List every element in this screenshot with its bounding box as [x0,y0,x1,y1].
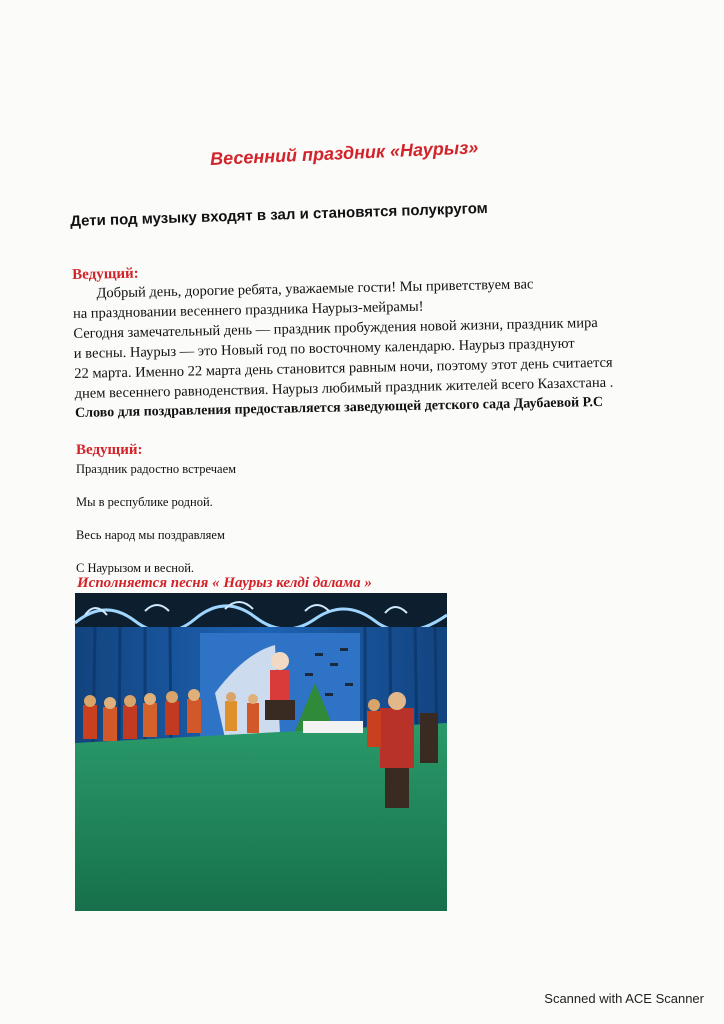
speech-line: на праздновании весеннего праздника Наурыз-мейрамы! [72,298,424,322]
poem-line: Весь народ мы поздравляем [76,528,225,542]
speech-line: 22 марта. Именно 22 марта день становится равным ночи, поэтому этот день считается [74,354,613,382]
greeting-line: Слово для поздравления предоставляется заведующей детского сада Даубаевой Р.С [74,394,604,421]
speech-line: днем весеннего равноденствия. Наурыз любимый праздник жителей всего Казахстана . [74,374,614,402]
poem-line: Праздник радостно встречаем [76,462,237,476]
poem-line: Мы в республике родной. [76,495,213,509]
speech-line: и весны. Наурыз — это Новый год по восточному календарю. Наурыз празднуют [73,335,575,362]
celebration-photo [75,593,447,911]
scanner-watermark: Scanned with ACE Scanner [544,991,704,1006]
poem-line: С Наурызом и весной. [76,561,195,575]
speech-line: Сегодня замечательный день — праздник пробуждения новой жизни, праздник мира [73,315,598,342]
song-announcement: Исполняется песня « Наурыз келді далама » [77,575,372,591]
host-speech [72,255,614,424]
speaker-label-2: Ведущий: [76,442,143,458]
stage-direction: Дети под музыку входят в зал и становятся полукругом [70,199,489,230]
document-title: Весенний праздник «Наурыз» [209,137,479,169]
speech-line: Добрый день, дорогие ребята, уважаемые гости! Мы приветствуем вас [96,276,534,302]
speaker-label: Ведущий: [72,265,139,283]
